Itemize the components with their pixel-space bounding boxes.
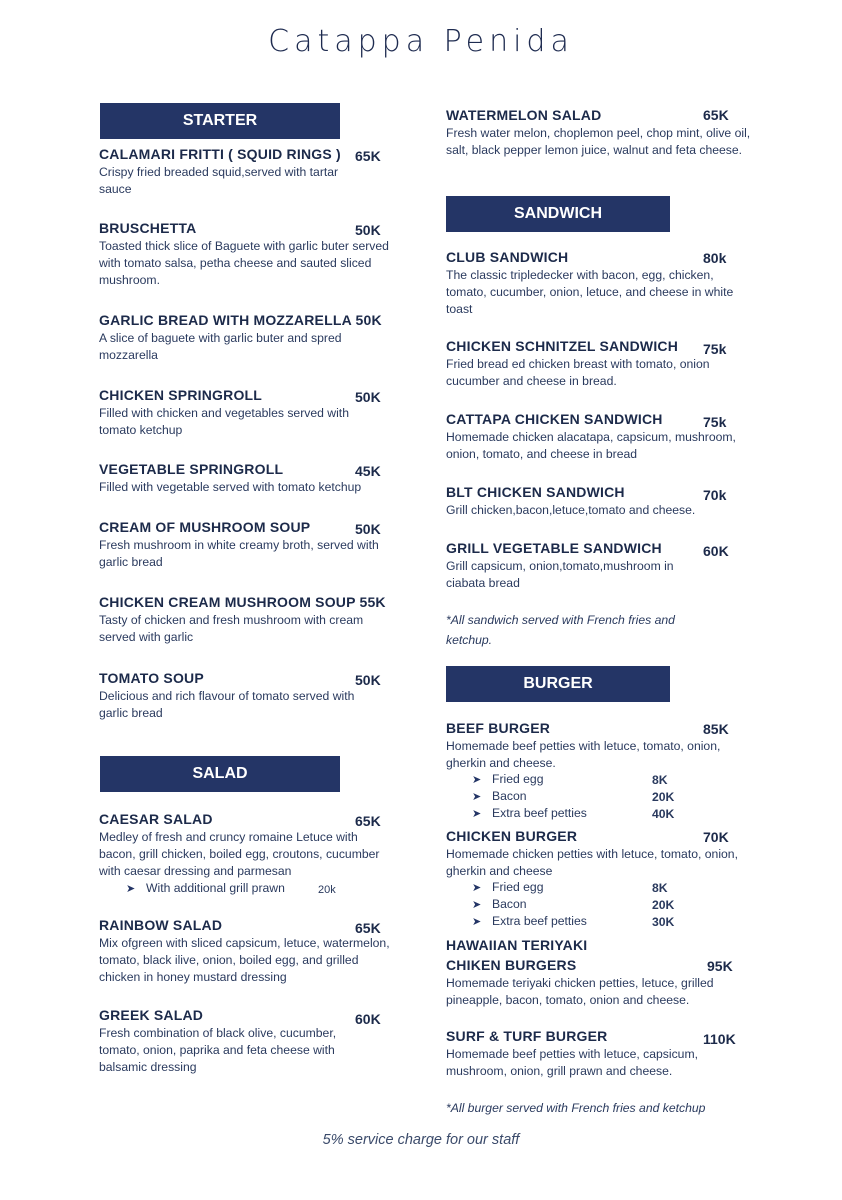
section-sandwich: SANDWICH	[446, 196, 670, 232]
item-price: 75k	[703, 341, 727, 357]
addon-label: With additional grill prawn	[146, 881, 285, 895]
addon-item	[472, 914, 587, 928]
addon-item	[472, 806, 587, 820]
menu-item	[99, 387, 399, 439]
item-price: 70k	[703, 487, 727, 503]
item-desc: Grill chicken,bacon,letuce,tomato and cheese.	[446, 503, 696, 517]
section-starter: STARTER	[100, 103, 340, 139]
item-name: WATERMELON SALAD	[446, 107, 602, 123]
page-title: Catappa Penida	[268, 24, 574, 59]
item-desc: Mix ofgreen with sliced capsicum, letuce, watermelon, tomato, black ilive, onion, boiled egg, and grilled chicken in honey mustard dressing	[99, 936, 390, 984]
item-price: 75k	[703, 414, 727, 430]
item-price: 65K	[355, 148, 381, 164]
item-price: 70K	[703, 829, 729, 845]
item-desc: Homemade beef petties with letuce, capsicum, mushroom, onion, grill prawn and cheese.	[446, 1047, 698, 1078]
item-name: BLT CHICKEN SANDWICH	[446, 484, 625, 500]
service-charge-note: 5% service charge for our staff	[322, 1132, 520, 1148]
item-name: TOMATO SOUP	[99, 670, 204, 686]
item-name: GREEK SALAD	[99, 1007, 204, 1023]
sandwich-note: *All sandwich served with French fries and ketchup.	[446, 613, 675, 647]
item-name-line2: CHIKEN BURGERS	[446, 957, 577, 973]
item-name: BRUSCHETTA	[99, 220, 197, 236]
item-desc: Tasty of chicken and fresh mushroom with cream served with garlic	[99, 613, 364, 644]
menu-item	[99, 146, 399, 198]
arrow-bullet-icon: ➤	[472, 807, 482, 820]
item-desc: Delicious and rich flavour of tomato served with garlic bread	[99, 689, 355, 720]
item-name: CALAMARI FRITTI ( SQUID RINGS )	[99, 146, 341, 162]
item-desc: Homemade chicken petties with letuce, tomato, onion, gherkin and cheese	[446, 847, 738, 878]
item-name: SURF & TURF BURGER	[446, 1028, 608, 1044]
addon-label: Bacon	[492, 897, 527, 911]
item-desc: Filled with chicken and vegetables served with tomato ketchup	[99, 406, 349, 437]
item-desc: Fresh water melon, choplemon peel, chop mint, olive oil, salt, black pepper lemon juice, walnut and feta cheese.	[446, 126, 751, 157]
item-name: CHICKEN SCHNITZEL SANDWICH	[446, 338, 679, 354]
menu-item	[99, 811, 399, 880]
item-name: RAINBOW SALAD	[99, 917, 223, 933]
item-name: GRILL VEGETABLE SANDWICH	[446, 540, 662, 556]
addon-price: 40K	[652, 807, 675, 821]
item-desc: Filled with vegetable served with tomato ketchup	[99, 480, 362, 494]
item-name: CLUB SANDWICH	[446, 249, 569, 265]
item-price: 50K	[355, 672, 381, 688]
item-price: 60K	[355, 1011, 381, 1027]
item-name: CAESAR SALAD	[99, 811, 213, 827]
item-price: 50K	[355, 222, 381, 238]
item-name: CREAM OF MUSHROOM SOUP	[99, 519, 311, 535]
item-desc: Homemade chicken alacatapa, capsicum, mushroom, onion, tomato, and cheese in bread	[446, 430, 736, 461]
addon-label: Fried egg	[492, 772, 544, 786]
addon-price: 20K	[652, 790, 675, 804]
item-desc: Fresh combination of black olive, cucumber, tomato, onion, paprika and feta cheese with balsamic dressing	[99, 1026, 337, 1074]
arrow-bullet-icon: ➤	[126, 882, 136, 895]
item-price: 50K	[355, 389, 381, 405]
item-desc: Homemade beef petties with letuce, tomato, onion, gherkin and cheese.	[446, 739, 721, 770]
item-desc: Crispy fried breaded squid,served with tartar sauce	[99, 165, 339, 196]
addon-price: 30K	[652, 915, 675, 929]
addon-label: Bacon	[492, 789, 527, 803]
item-name: CHICKEN BURGER	[446, 828, 578, 844]
addon-item	[472, 789, 527, 803]
item-price: 95K	[707, 958, 733, 974]
item-desc: Fresh mushroom in white creamy broth, served with garlic bread	[99, 538, 379, 569]
addon-label: Extra beef petties	[492, 914, 587, 928]
menu-item	[99, 519, 399, 571]
addon-price: 8K	[652, 773, 668, 787]
item-name: GARLIC BREAD WITH MOZZARELLA 50K	[99, 312, 382, 328]
menu-item	[99, 670, 399, 722]
arrow-bullet-icon: ➤	[472, 881, 482, 894]
addon-label: Extra beef petties	[492, 806, 587, 820]
item-price: 65K	[355, 920, 381, 936]
addon-price: 20K	[652, 898, 675, 912]
item-price: 110K	[703, 1031, 736, 1047]
item-price: 80k	[703, 250, 727, 266]
item-name: BEEF BURGER	[446, 720, 551, 736]
addon-item	[472, 897, 527, 911]
item-name: CHICKEN SPRINGROLL	[99, 387, 263, 403]
item-price: 45K	[355, 463, 381, 479]
item-name: CATTAPA CHICKEN SANDWICH	[446, 411, 663, 427]
item-desc: Medley of fresh and cruncy romaine Letuce with bacon, grill chicken, boiled egg, croutons, cucumber with caesar dressing and parmesan	[99, 830, 380, 878]
addon-label: Fried egg	[492, 880, 544, 894]
item-desc: Fried bread ed chicken breast with tomato, onion cucumber and cheese in bread.	[446, 357, 710, 388]
item-desc: Grill capsicum, onion,tomato,mushroom in ciabata bread	[446, 559, 674, 590]
arrow-bullet-icon: ➤	[472, 915, 482, 928]
item-price: 50K	[355, 521, 381, 537]
menu-item	[99, 220, 399, 289]
item-desc: Toasted thick slice of Baguete with garlic buter served with tomato salsa, petha cheese and sauted sliced mushroom.	[99, 239, 389, 287]
item-price: 65K	[703, 107, 729, 123]
arrow-bullet-icon: ➤	[472, 773, 482, 786]
item-desc: A slice of baguete with garlic buter and spred mozzarella	[99, 331, 342, 362]
item-name: CHICKEN CREAM MUSHROOM SOUP 55K	[99, 594, 386, 610]
addon-price: 20k	[318, 884, 336, 896]
addon-item	[472, 880, 544, 894]
item-desc: The classic tripledecker with bacon, egg, chicken, tomato, cucumber, onion, letuce, and cheese in white toast	[446, 268, 734, 316]
addon-price: 8K	[652, 881, 668, 895]
section-salad: SALAD	[100, 756, 340, 792]
menu-item	[99, 312, 399, 364]
arrow-bullet-icon: ➤	[472, 790, 482, 803]
arrow-bullet-icon: ➤	[472, 898, 482, 911]
item-name: VEGETABLE SPRINGROLL	[99, 461, 284, 477]
menu-item	[99, 1007, 399, 1076]
item-price: 85K	[703, 721, 729, 737]
item-price: 65K	[355, 813, 381, 829]
item-desc: Homemade teriyaki chicken petties, letuce, grilled pineapple, bacon, tomato, onion and cheese.	[446, 976, 714, 1007]
item-name: HAWAIIAN TERIYAKI	[446, 937, 588, 953]
item-price: 60K	[703, 543, 729, 559]
burger-note: *All burger served with French fries and ketchup	[446, 1101, 706, 1115]
addon-item	[472, 772, 544, 786]
menu-item	[99, 594, 399, 646]
section-burger: BURGER	[446, 666, 670, 702]
menu-item	[99, 461, 399, 496]
